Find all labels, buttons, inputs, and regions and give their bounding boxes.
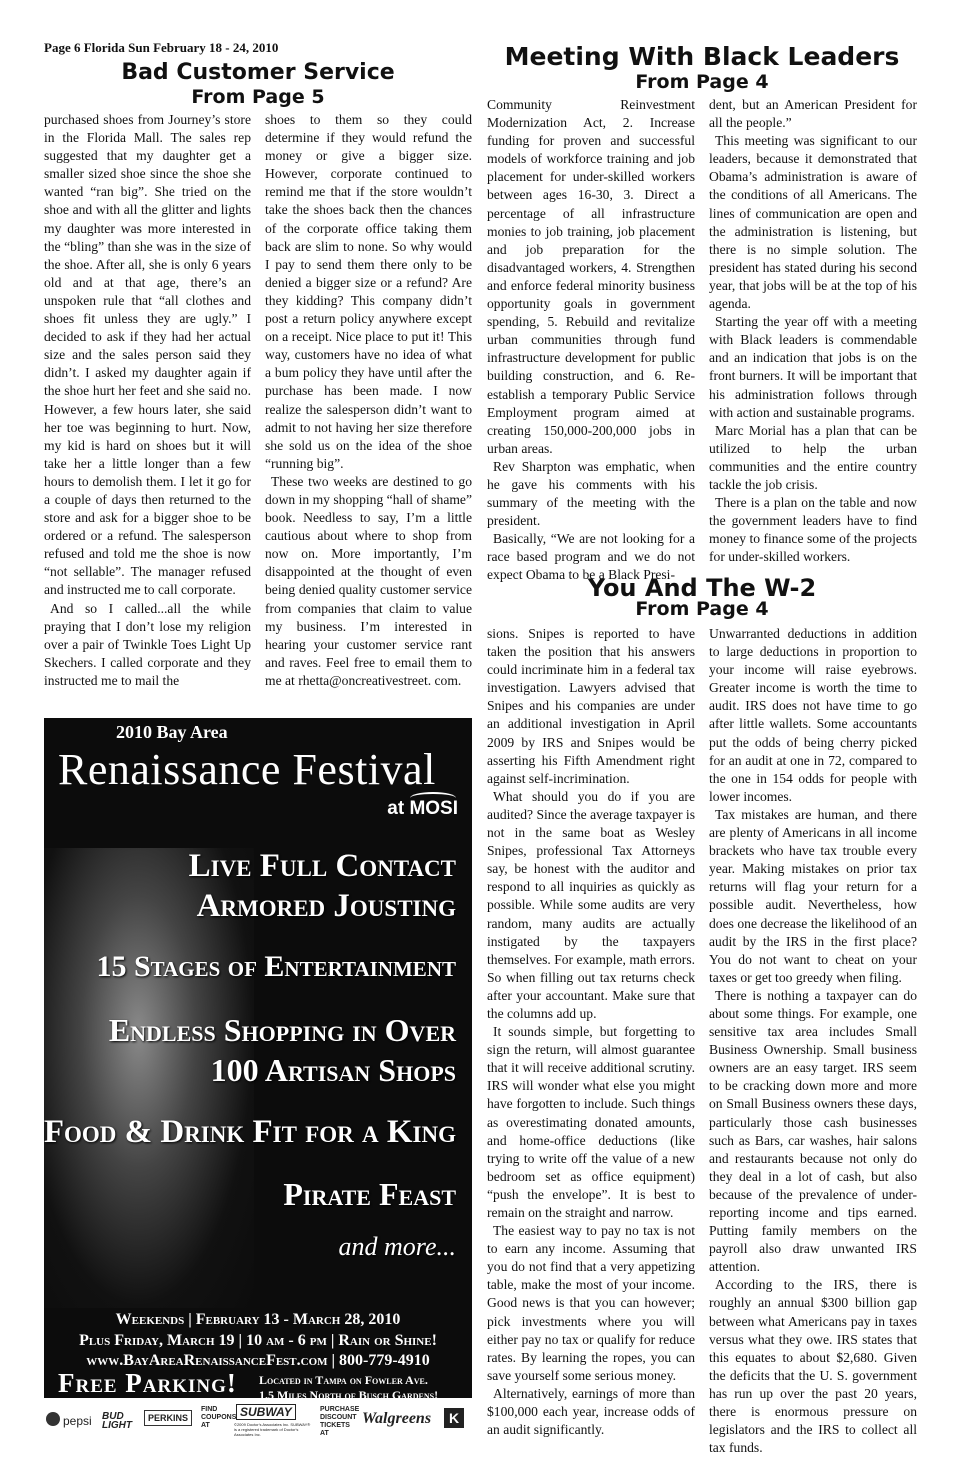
ad-line-more: and more... (338, 1232, 456, 1261)
meeting-title: Meeting With Black Leaders (504, 42, 900, 71)
paragraph: Community Reinvestment Modernization Act, 2. Increase funding for proven and successful models of workforce training and job placement for under-skilled workers between ages 16-30, 3. Direct a percentage of all infrastructure monies to job training, job placement and job preparation for the disadvantaged workers, 4. Strengthen and enforce federal minority business opportunity goals in government spending, 5. Rebuild and revitalize urban communities through fund infrastructure development for public building construction, and 6. Re-establish a temporary Public Service Employment program aimed at creating 150,000-200,000 jobs in urban areas. (487, 97, 695, 456)
ad-line-stages: 15 Stages of Entertainment (96, 950, 456, 983)
meeting-column-2 (709, 96, 917, 566)
pepsi-label: pepsi (63, 1414, 92, 1428)
paragraph: purchased shoes from Journey’s store in the Florida Mall. The sales rep suggested that my daughter get a smaller sized shoe since the shoe she wanted “ran big”. She tried on the shoe and with all the glitter and lights my daughter was more interested in the “bling” than she was in the size of the shoe. After all, she is only 6 years old and at that age, there’s an unspoken rule that “all clothes and shoes fit unless they are ugly.” I decided to ask if they had her actual size and the sales person said they didn’t. I asked my daughter again if the shoe hurt her feet and she said no. However, a few hours later, she said her toe was beginning to hurt. Now, my kid is hard on shoes but it will take her a little longer than a few hours to demolish them. I let it go for a couple of days then returned to the store and ask for a bigger shoe to be ordered or a refund. The salesperson refused and told me the shoe is now “not sellable”. The manager refused and instructed me to call corporate. (44, 112, 251, 598)
ad-hours: Plus Friday, March 19 | 10 am - 6 pm | Rain or Shine! (79, 1332, 437, 1349)
ad-line-pirate: Pirate Feast (283, 1176, 456, 1212)
ad-parking: Free Parking! (58, 1368, 237, 1398)
perkins-logo: PERKINS (144, 1410, 192, 1426)
bad-customer-subtitle: From Page 5 (191, 86, 325, 108)
paragraph: Alternatively, earnings of more than $100,000 each year, increase odds of an audit significantly. (487, 1385, 695, 1438)
w2-column-2 (709, 625, 917, 1457)
ad-location-2: 1.5 Miles North of Busch Gardens! (259, 1388, 439, 1398)
ad-line-shopping-1: Endless Shopping in Over (108, 1012, 456, 1048)
ad-line-jousting-2: Armored Jousting (196, 888, 456, 924)
ad-location-1: Located in Tampa on Fowler Ave. (259, 1373, 428, 1387)
paragraph: It sounds simple, but forgetting to sign the return, will almost guarantee that it will receive additional scrutiny. IRS will wonder what else you might have forgotten to include. Such things as overestimating donated amounts, and home-office deductions (like trying to write off the value of a new bedroom set as office equipment) “push the envelope”. It is best to remain on the straight and narrow. (487, 1024, 695, 1220)
paragraph: Marc Morial has a plan that can be utilized to help the urban communities and the entire country tackle the job crisis. (709, 422, 917, 492)
meeting-column-1 (487, 96, 695, 585)
ad-title: Renaissance Festival (58, 745, 436, 794)
paragraph: These two weeks are destined to go down in my shopping “hall of shame” book. Needless to say, I’m a little cautious about where to shop from now on. More importantly, I’m disappointed at the thought of even being denied quality customer service from companies that claim to value my business. I’m interested in hearing your customer service rant and raves. Feel free to email them to me at rhetta@oncreativestreet. com. (265, 473, 472, 688)
ad-venue: at MOSI (387, 798, 458, 819)
subway-logo: SUBWAY (236, 1404, 296, 1420)
w2-subtitle: From Page 4 (635, 598, 769, 620)
ad-line-jousting-1: Live Full Contact (188, 848, 456, 884)
bad-customer-column-2 (265, 111, 472, 690)
paragraph: Starting the year off with a meeting with Black leaders is commendable and an indication that jobs is on the front burners. It will be important that his administration follows through with action and sustainable programs. (709, 314, 917, 420)
paragraph: The easiest way to pay no tax is not to earn any income. Assuming that you do not find that a very appetizing table, make the most of your income. Good news is that you can however; pick investments where you will either pay no tax or qualify for reduce rates. By learning the ropes, you can save yourself some serious money. (487, 1223, 695, 1383)
paragraph: And so I called...all the while praying that I don’t lose my religion over a pair of Twinkle Toes Light Up Skechers. I called corporate and they instructed me to mail the (44, 600, 251, 688)
paragraph: dent, but an American President for all the people.” (709, 97, 917, 131)
ad-year: 2010 Bay Area (116, 722, 228, 742)
paragraph: sions. Snipes is reported to have taken the position that his answers could incriminate him in a federal tax investigation. Lawyers advised that Snipes and his companies are under an additional investigation in April 2009 by IRS and Snipes would be asserting his Fifth Amendment right against self-incrimination. (487, 626, 695, 786)
paragraph: What should you do if you are audited? Since the average taxpayer is not in the same boat as Wesley Snipes, professional Tax Attorneys say, be honest with the auditor and respond to all inquiries as quickly as possible. While some audits are very random, many audits are actually instigated by the taxpayers themselves. For example, math errors. So when filling out tax returns check after your accountant. Make sure that the columns add up. (487, 788, 696, 1021)
sponsor-strip (44, 1402, 472, 1442)
subway-fine-print: ©2009 Doctor's Associates Inc. SUBWAY® is a registered trademark of Doctor's Associates Inc. (234, 1422, 311, 1437)
ad-website-phone: www.BayAreaRenaissanceFest.com | 800-779-4910 (86, 1352, 430, 1369)
ad-line-food: Food & Drink Fit for a King (44, 1114, 456, 1150)
paragraph: shoes to them so they could determine if they would refund the money or give a bigger size. However, corporate continued to remind me that if the store wouldn’t take the shoes back then the chances of the corporate office taking them back are slim to none. So why would I pay to send them there only to be denied a bigger size or a refund? Are they kidding? This company didn’t post a return policy anywhere except on a receipt. Nice place to put it! This way, customers have no idea of what a bum policy they have until after the purchase has been made. I now realize the salesperson didn’t want to admit to not having her size therefore she sold us on the idea of the shoe “running big”. (265, 112, 472, 471)
paragraph: Rev Sharpton was emphatic, when he gave his comments with his summary of the meeting with the president. (487, 458, 695, 529)
bad-customer-column-1 (44, 111, 251, 690)
w2-column-1 (487, 625, 695, 1439)
paragraph: Tax mistakes are human, and there are plenty of Americans in all income brackets who have tax trouble every year. Making mistakes on prior tax returns will flag your return for a possible audit. Nevertheless, how does one decrease the likelihood of an audit by the IRS in the first place? You do not want to cheat on your taxes or get too greedy when filing. (709, 806, 917, 985)
walgreens-logo: Walgreens (362, 1410, 432, 1427)
bud-light-logo: BUD LIGHT (102, 1411, 132, 1431)
page-header: Page 6 Florida Sun February 18 - 24, 2010 (44, 40, 279, 55)
ad-dates: Weekends | February 13 - March 28, 2010 (115, 1311, 401, 1328)
ad-line-shopping-2: 100 Artisan Shops (210, 1052, 456, 1088)
paragraph: According to the IRS, there is roughly an annual $300 billion gap between what Americans pay in taxes versus what they owe. IRS states that this equates to about $2,680. Given the deficits that the U. S. government has run up over the past 20 years, there is enormous pressure on legislators and the IRS to collect all tax funds. (709, 1277, 917, 1456)
circle-k-logo: K (444, 1408, 464, 1428)
paragraph: Basically, “We are not looking for a race based program and we do not expect Obama to be a Black Presi- (487, 531, 695, 583)
paragraph: Unwarranted deductions in addition to large deductions in proportion to your income will raise eyebrows. Greater income is worth the time to audit. IRS does not have time to go after little wallets. Some accountants put the odds of being cherry picked for an audit at one in 72, compared to the one in 154 odds for people with lower incomes. (709, 626, 917, 804)
paragraph: There is nothing a taxpayer can do about some things. For example, one sensitive tax area includes Small Business Ownership. Small business owners are an easy target. IRS seem to be cracking down more and more on Small Business owners these days, particularly those cash businesses such as Bars, car washes, hair salons and restaurants because not only do they deal in a lot of cash, but also because of the prevalence of under-reporting income and tips earned. Putting family members on the payroll also draw unwanted IRS attention. (709, 987, 917, 1275)
meeting-subtitle: From Page 4 (635, 71, 769, 93)
bad-customer-title: Bad Customer Service (121, 60, 395, 85)
w2-title: You And The W-2 (587, 574, 817, 602)
purchase-tickets-label: PURCHASE DISCOUNT TICKETS AT (320, 1406, 360, 1437)
find-coupons-label: FIND COUPONS AT (201, 1406, 237, 1429)
paragraph: This meeting was significant to our leaders, because it demonstrated that Obama’s administration is aware of the conditions of all Americans. The lines of communication are open and the administration is listening, but there is no simple solution. The president has stated during his second year, that jobs will be at the top of his agenda. (709, 133, 917, 312)
paragraph: There is a plan on the table and now the government leaders have to find money to finance some of the projects for under-skilled workers. (709, 495, 917, 565)
renaissance-festival-ad (44, 718, 472, 1398)
pepsi-logo-icon (46, 1412, 60, 1426)
